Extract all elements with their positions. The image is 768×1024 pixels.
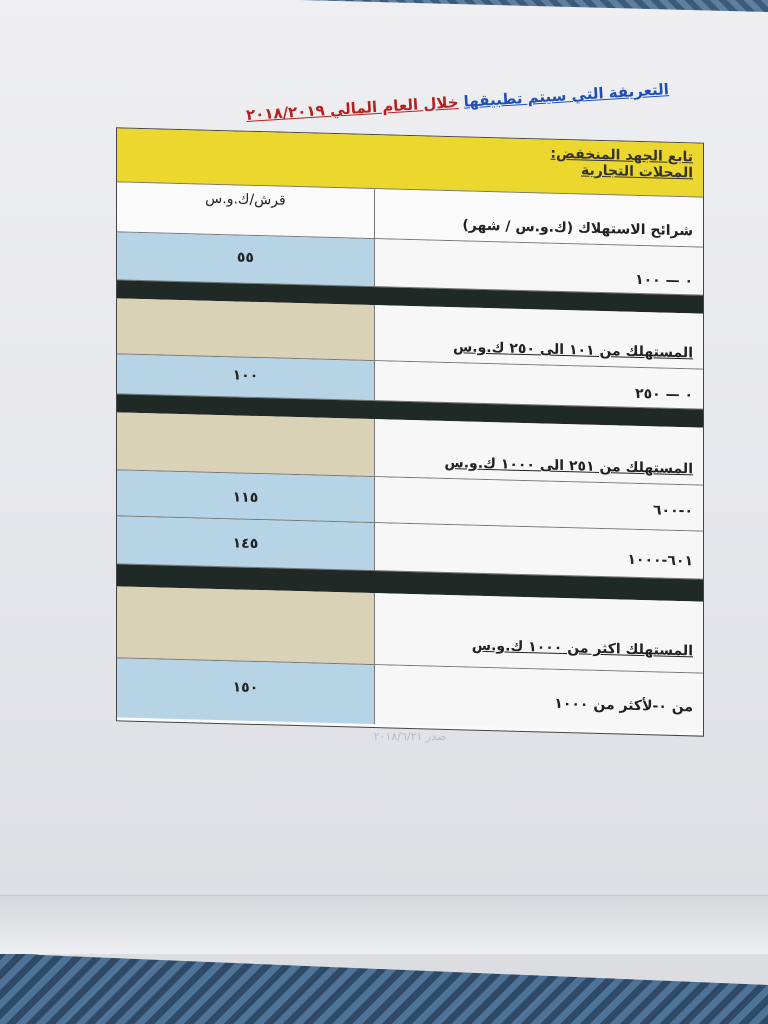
price-cell: ٥٥ — [117, 232, 375, 287]
tier-cell: ٠ — ١٠٠ — [375, 239, 703, 296]
price-cell: ١٥٠ — [117, 658, 375, 724]
page-fold — [0, 895, 768, 954]
section-price-cell — [117, 412, 375, 477]
tier-cell: ٠-٦٠٠ — [375, 477, 703, 532]
price-cell: ١١٥ — [117, 470, 375, 523]
col-price-header: قرش/ك.و.س — [117, 182, 375, 239]
section-label-text: المستهلك من ٢٥١ الى ١٠٠٠ ك.و.س — [444, 454, 693, 478]
tier-cell: ٠ — ٢٥٠ — [375, 361, 703, 410]
col-tiers-header: شرائح الاستهلاك (ك.و.س / شهر) — [375, 189, 703, 248]
section-label — [375, 593, 703, 674]
section-label — [375, 419, 703, 486]
price-cell: ١٤٥ — [117, 516, 375, 571]
title-part-2: خلال العام المالي ٢٠١٨/٢٠١٩ — [245, 93, 460, 124]
header-text: تابع الجهد المنخفض: — [550, 145, 693, 166]
price-cell: ١٠٠ — [117, 354, 375, 401]
tier-cell: من ٠-لأكثر من ١٠٠٠ — [375, 665, 703, 733]
section-price-cell — [117, 586, 375, 665]
issue-date-note: صدر ٢٠١٨/٦/٢١ — [373, 730, 447, 743]
section-label — [375, 305, 703, 370]
subheader-text: المحلات التجارية — [580, 162, 693, 182]
section-label-text: المستهلك من ١٠١ الى ٢٥٠ ك.و.س — [452, 339, 693, 362]
tier-cell: ٦٠١-١٠٠٠ — [375, 523, 703, 580]
section-label-text: المستهلك اكثر من ١٠٠٠ ك.و.س — [471, 637, 693, 660]
section-price-cell — [117, 298, 375, 361]
title-part-1: التعريفة التي سيتم تطبيقها — [463, 80, 670, 111]
tariff-table — [116, 127, 704, 736]
